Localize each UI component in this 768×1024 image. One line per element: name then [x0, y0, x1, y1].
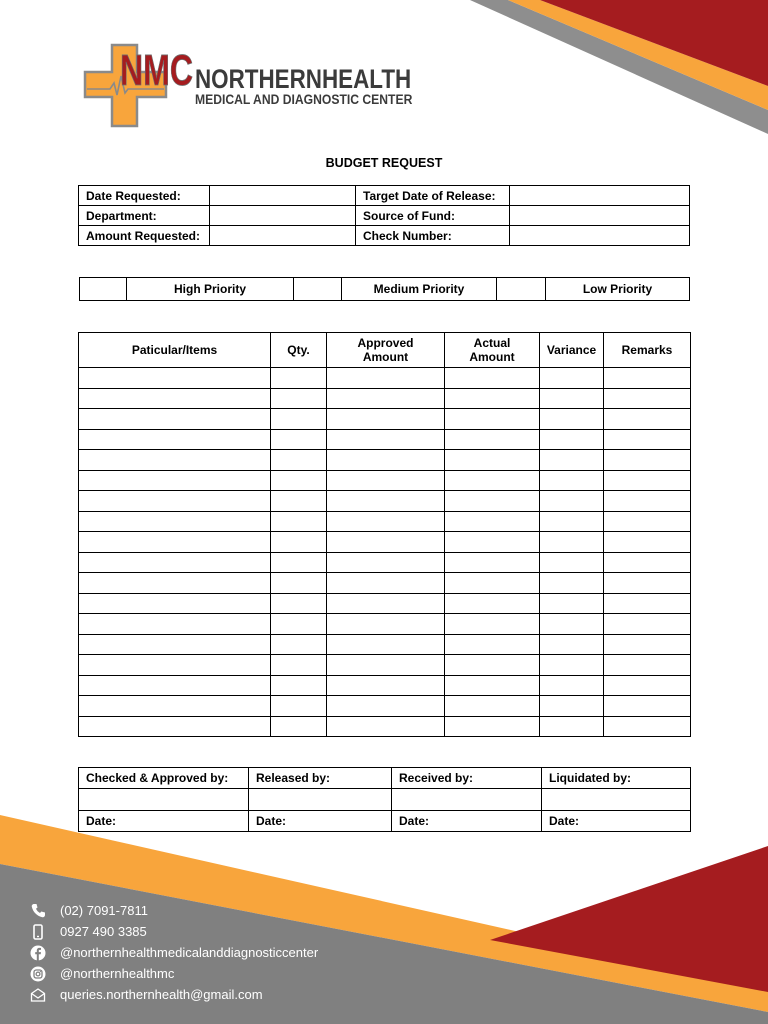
item-remarks-cell	[604, 388, 691, 409]
item-variance-cell	[540, 429, 604, 450]
approved-amount-header	[327, 333, 445, 368]
priority-table	[79, 277, 690, 301]
item-actual-amount-cell	[445, 429, 540, 450]
item-row	[79, 409, 691, 430]
item-qty-cell	[271, 552, 327, 573]
item-approved-amount-cell	[327, 573, 445, 594]
liquidated-by-label: Liquidated by:	[542, 768, 691, 789]
details-row	[79, 186, 690, 206]
sign-off-date-row	[79, 811, 691, 832]
medium-priority-label: Medium Priority	[342, 278, 497, 301]
item-variance-cell	[540, 532, 604, 553]
item-remarks-cell	[604, 470, 691, 491]
item-row	[79, 593, 691, 614]
item-qty-cell	[271, 450, 327, 471]
item-approved-amount-cell	[327, 552, 445, 573]
item-approved-amount-cell	[327, 614, 445, 635]
instagram-icon	[30, 966, 46, 982]
item-remarks-cell	[604, 655, 691, 676]
source-of-fund-label: Source of Fund:	[356, 206, 510, 226]
item-qty-cell	[271, 388, 327, 409]
item-actual-amount-cell	[445, 532, 540, 553]
item-row	[79, 470, 691, 491]
item-variance-cell	[540, 655, 604, 676]
received-by-signature	[392, 789, 542, 811]
item-row	[79, 429, 691, 450]
item-qty-cell	[271, 429, 327, 450]
item-remarks-cell	[604, 593, 691, 614]
qty-header: Qty.	[271, 333, 327, 368]
instagram-handle: @northernhealthmc	[60, 965, 175, 981]
item-remarks-cell	[604, 409, 691, 430]
details-row	[79, 226, 690, 246]
item-row	[79, 675, 691, 696]
received-date-label: Date:	[392, 811, 542, 832]
item-approved-amount-cell	[327, 675, 445, 696]
item-particular-cell	[79, 388, 271, 409]
high-priority-label: High Priority	[127, 278, 294, 301]
item-particular-cell	[79, 696, 271, 717]
item-variance-cell	[540, 634, 604, 655]
item-variance-cell	[540, 573, 604, 594]
item-row	[79, 655, 691, 676]
item-actual-amount-cell	[445, 655, 540, 676]
item-approved-amount-cell	[327, 388, 445, 409]
brand-tagline: MEDICAL AND DIAGNOSTIC CENTER	[195, 92, 413, 107]
contact-list	[30, 900, 318, 1005]
item-variance-cell	[540, 511, 604, 532]
item-qty-cell	[271, 655, 327, 676]
remarks-header: Remarks	[604, 333, 691, 368]
date-requested-label: Date Requested:	[79, 186, 210, 206]
item-approved-amount-cell	[327, 450, 445, 471]
item-row	[79, 573, 691, 594]
high-priority-checkbox	[80, 278, 127, 301]
contact-instagram	[30, 963, 318, 984]
item-qty-cell	[271, 532, 327, 553]
item-row	[79, 368, 691, 389]
medium-priority-checkbox	[294, 278, 342, 301]
item-particular-cell	[79, 716, 271, 737]
item-qty-cell	[271, 409, 327, 430]
item-qty-cell	[271, 716, 327, 737]
source-of-fund-field	[510, 206, 690, 226]
item-actual-amount-cell	[445, 552, 540, 573]
actual-amount-header-text: Actual Amount	[469, 336, 515, 364]
actual-amount-header	[445, 333, 540, 368]
item-remarks-cell	[604, 614, 691, 635]
item-variance-cell	[540, 450, 604, 471]
item-row	[79, 532, 691, 553]
sign-off-role-row	[79, 768, 691, 789]
released-by-label: Released by:	[249, 768, 392, 789]
item-variance-cell	[540, 716, 604, 737]
sign-off-table	[78, 767, 691, 832]
items-table	[78, 332, 691, 737]
item-particular-cell	[79, 429, 271, 450]
item-row	[79, 511, 691, 532]
item-row	[79, 716, 691, 737]
item-approved-amount-cell	[327, 429, 445, 450]
details-row	[79, 206, 690, 226]
item-particular-cell	[79, 552, 271, 573]
item-particular-cell	[79, 368, 271, 389]
item-actual-amount-cell	[445, 634, 540, 655]
item-particular-cell	[79, 614, 271, 635]
item-qty-cell	[271, 675, 327, 696]
item-variance-cell	[540, 388, 604, 409]
received-by-label: Received by:	[392, 768, 542, 789]
mobile-number: 0927 490 3385	[60, 923, 147, 939]
medical-cross-heartbeat-icon	[80, 40, 200, 130]
item-particular-cell	[79, 593, 271, 614]
item-particular-cell	[79, 470, 271, 491]
particular-items-header: Paticular/Items	[79, 333, 271, 368]
item-remarks-cell	[604, 368, 691, 389]
form-title: BUDGET REQUEST	[325, 156, 443, 170]
released-date-label: Date:	[249, 811, 392, 832]
email-icon	[30, 987, 46, 1003]
item-approved-amount-cell	[327, 716, 445, 737]
item-variance-cell	[540, 470, 604, 491]
item-row	[79, 552, 691, 573]
item-qty-cell	[271, 696, 327, 717]
sign-off-signature-row	[79, 789, 691, 811]
check-number-label: Check Number:	[356, 226, 510, 246]
phone-icon	[30, 903, 46, 919]
item-variance-cell	[540, 593, 604, 614]
item-actual-amount-cell	[445, 614, 540, 635]
item-remarks-cell	[604, 716, 691, 737]
item-variance-cell	[540, 491, 604, 512]
item-remarks-cell	[604, 450, 691, 471]
item-qty-cell	[271, 511, 327, 532]
item-actual-amount-cell	[445, 716, 540, 737]
low-priority-label: Low Priority	[546, 278, 690, 301]
approved-amount-header-text: Approved Amount	[357, 336, 414, 364]
item-qty-cell	[271, 593, 327, 614]
amount-requested-field	[210, 226, 356, 246]
contact-mobile	[30, 921, 318, 942]
item-particular-cell	[79, 511, 271, 532]
item-row	[79, 491, 691, 512]
department-field	[210, 206, 356, 226]
variance-header: Variance	[540, 333, 604, 368]
check-number-field	[510, 226, 690, 246]
item-actual-amount-cell	[445, 388, 540, 409]
item-variance-cell	[540, 614, 604, 635]
item-qty-cell	[271, 634, 327, 655]
checked-approved-by-label: Checked & Approved by:	[79, 768, 249, 789]
item-qty-cell	[271, 614, 327, 635]
target-release-date-field	[510, 186, 690, 206]
contact-email	[30, 984, 318, 1005]
priority-row	[80, 278, 690, 301]
item-particular-cell	[79, 655, 271, 676]
amount-requested-label: Amount Requested:	[79, 226, 210, 246]
item-actual-amount-cell	[445, 450, 540, 471]
item-remarks-cell	[604, 532, 691, 553]
item-variance-cell	[540, 675, 604, 696]
item-particular-cell	[79, 450, 271, 471]
phone-number: (02) 7091-7811	[60, 902, 148, 918]
target-release-date-label: Target Date of Release:	[356, 186, 510, 206]
item-actual-amount-cell	[445, 409, 540, 430]
item-variance-cell	[540, 368, 604, 389]
checked-approved-by-signature	[79, 789, 249, 811]
item-remarks-cell	[604, 552, 691, 573]
item-particular-cell	[79, 634, 271, 655]
released-by-signature	[249, 789, 392, 811]
item-approved-amount-cell	[327, 409, 445, 430]
item-approved-amount-cell	[327, 491, 445, 512]
item-actual-amount-cell	[445, 368, 540, 389]
item-approved-amount-cell	[327, 634, 445, 655]
email-address: queries.northernhealth@gmail.com	[60, 986, 263, 1002]
mobile-icon	[30, 924, 46, 940]
item-row	[79, 388, 691, 409]
item-actual-amount-cell	[445, 593, 540, 614]
liquidated-date-label: Date:	[542, 811, 691, 832]
item-remarks-cell	[604, 696, 691, 717]
logo-mark-text: NMC	[120, 46, 193, 95]
item-particular-cell	[79, 409, 271, 430]
item-remarks-cell	[604, 573, 691, 594]
item-approved-amount-cell	[327, 655, 445, 676]
item-variance-cell	[540, 552, 604, 573]
item-actual-amount-cell	[445, 470, 540, 491]
brand-name: NORTHERNHEALTH	[195, 64, 412, 94]
checked-approved-date-label: Date:	[79, 811, 249, 832]
item-approved-amount-cell	[327, 368, 445, 389]
date-requested-field	[210, 186, 356, 206]
item-actual-amount-cell	[445, 511, 540, 532]
liquidated-by-signature	[542, 789, 691, 811]
item-remarks-cell	[604, 429, 691, 450]
item-remarks-cell	[604, 511, 691, 532]
item-particular-cell	[79, 573, 271, 594]
item-remarks-cell	[604, 634, 691, 655]
items-header-row	[79, 333, 691, 368]
item-qty-cell	[271, 368, 327, 389]
item-variance-cell	[540, 696, 604, 717]
item-approved-amount-cell	[327, 470, 445, 491]
item-row	[79, 634, 691, 655]
contact-phone	[30, 900, 318, 921]
item-approved-amount-cell	[327, 696, 445, 717]
contact-facebook	[30, 942, 318, 963]
item-actual-amount-cell	[445, 491, 540, 512]
item-approved-amount-cell	[327, 532, 445, 553]
facebook-handle: @northernhealthmedicalanddiagnosticcenter	[60, 944, 319, 960]
item-variance-cell	[540, 409, 604, 430]
item-particular-cell	[79, 491, 271, 512]
item-actual-amount-cell	[445, 675, 540, 696]
item-approved-amount-cell	[327, 511, 445, 532]
item-approved-amount-cell	[327, 593, 445, 614]
low-priority-checkbox	[497, 278, 546, 301]
item-remarks-cell	[604, 675, 691, 696]
request-details-table	[78, 185, 690, 246]
item-actual-amount-cell	[445, 696, 540, 717]
item-qty-cell	[271, 470, 327, 491]
item-qty-cell	[271, 573, 327, 594]
item-particular-cell	[79, 675, 271, 696]
item-qty-cell	[271, 491, 327, 512]
item-particular-cell	[79, 532, 271, 553]
item-remarks-cell	[604, 491, 691, 512]
facebook-icon	[30, 945, 46, 961]
item-row	[79, 696, 691, 717]
item-actual-amount-cell	[445, 573, 540, 594]
item-row	[79, 450, 691, 471]
department-label: Department:	[79, 206, 210, 226]
items-body	[79, 368, 691, 737]
item-row	[79, 614, 691, 635]
